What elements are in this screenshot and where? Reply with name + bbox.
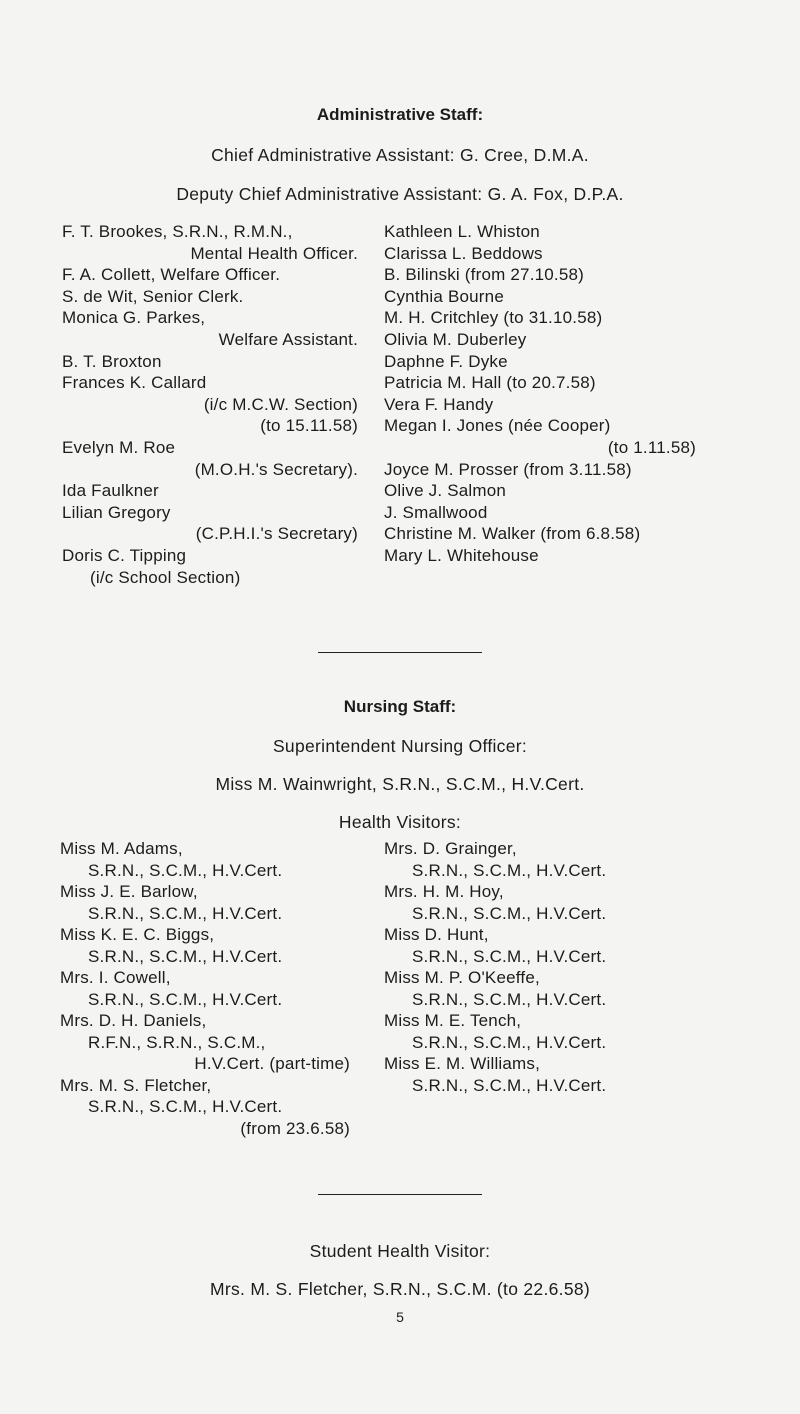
visitor-qualifications: S.R.N., S.C.M., H.V.Cert. bbox=[88, 860, 283, 880]
admin-entry: Doris C. Tipping bbox=[62, 545, 187, 565]
admin-entry-detail: Welfare Assistant. bbox=[218, 329, 358, 349]
admin-entry: Olivia M. Duberley bbox=[384, 329, 527, 349]
admin-entry: Kathleen L. Whiston bbox=[384, 222, 540, 241]
admin-entry: Lilian Gregory bbox=[62, 502, 171, 522]
visitor-qualifications: H.V.Cert. (part-time) bbox=[194, 1054, 350, 1073]
superintendent-name: Miss M. Wainwright, S.R.N., S.C.M., H.V.Cert. bbox=[215, 774, 585, 794]
admin-entry: Daphne F. Dyke bbox=[384, 351, 508, 371]
admin-entry: Ida Faulkner bbox=[62, 481, 159, 501]
admin-left-column bbox=[62, 221, 358, 588]
admin-right-column bbox=[384, 221, 696, 567]
admin-entry: B. Bilinski (from 27.10.58) bbox=[384, 265, 585, 285]
admin-heading: Administrative Staff: bbox=[316, 105, 484, 124]
admin-entry: Evelyn M. Roe bbox=[62, 437, 176, 457]
admin-entry: Megan I. Jones (née Cooper) bbox=[384, 416, 611, 436]
nursing-heading: Nursing Staff: bbox=[343, 697, 457, 716]
visitor-name: Miss D. Hunt, bbox=[384, 925, 489, 944]
admin-entry-detail: (i/c M.C.W. Section) bbox=[203, 394, 358, 414]
deputy-admin-line: Deputy Chief Administrative Assistant: G. A. Fox, D.P.A. bbox=[176, 184, 624, 204]
health-visitors-right bbox=[384, 838, 694, 1096]
admin-entry: Monica G. Parkes, bbox=[62, 308, 206, 328]
admin-entry: Mary L. Whitehouse bbox=[384, 545, 539, 565]
admin-entry: Olive J. Salmon bbox=[384, 481, 507, 501]
visitor-qualifications: S.R.N., S.C.M., H.V.Cert. bbox=[412, 1032, 607, 1052]
admin-entry-detail: (to 1.11.58) bbox=[607, 437, 696, 457]
visitor-qualifications: S.R.N., S.C.M., H.V.Cert. bbox=[412, 903, 607, 923]
section-divider bbox=[318, 652, 482, 653]
visitor-name: Miss J. E. Barlow, bbox=[60, 882, 198, 901]
section-divider bbox=[318, 1194, 482, 1195]
visitor-qualifications: S.R.N., S.C.M., H.V.Cert. bbox=[88, 989, 283, 1009]
visitor-name: Mrs. D. Grainger, bbox=[384, 839, 517, 858]
visitor-qualifications: S.R.N., S.C.M., H.V.Cert. bbox=[88, 946, 283, 966]
visitor-qualifications: R.F.N., S.R.N., S.C.M., bbox=[88, 1032, 266, 1052]
health-visitors-left bbox=[60, 838, 350, 1139]
student-name: Mrs. M. S. Fletcher, S.R.N., S.C.M. (to 22.6.58) bbox=[209, 1279, 591, 1299]
admin-entry-detail: (to 15.11.58) bbox=[260, 416, 358, 436]
health-visitors-heading: Health Visitors: bbox=[338, 812, 462, 832]
visitor-qualifications: S.R.N., S.C.M., H.V.Cert. bbox=[412, 1075, 607, 1095]
admin-entry: S. de Wit, Senior Clerk. bbox=[62, 286, 244, 306]
visitor-qualifications: S.R.N., S.C.M., H.V.Cert. bbox=[88, 903, 283, 923]
visitor-name: Miss M. E. Tench, bbox=[384, 1011, 522, 1030]
admin-entry: F. A. Collett, Welfare Officer. bbox=[62, 265, 281, 285]
superintendent-title: Superintendent Nursing Officer: bbox=[272, 736, 528, 756]
admin-entry-detail: (C.P.H.I.'s Secretary) bbox=[195, 524, 358, 544]
visitor-name: Miss M. Adams, bbox=[60, 839, 183, 858]
admin-entry: Frances K. Callard bbox=[62, 373, 207, 393]
admin-entry: B. T. Broxton bbox=[62, 351, 162, 371]
admin-entry-detail: (i/c School Section) bbox=[90, 567, 241, 587]
admin-entry-detail: Mental Health Officer. bbox=[190, 243, 358, 263]
visitor-name: Miss M. P. O'Keeffe, bbox=[384, 968, 540, 987]
admin-entry: M. H. Critchley (to 31.10.58) bbox=[384, 308, 603, 328]
visitor-name: Mrs. I. Cowell, bbox=[60, 968, 171, 987]
chief-admin-line: Chief Administrative Assistant: G. Cree, D.M.A. bbox=[211, 145, 589, 165]
visitor-name: Miss E. M. Williams, bbox=[384, 1054, 541, 1073]
visitor-name: Miss K. E. C. Biggs, bbox=[60, 925, 215, 944]
visitor-name: Mrs. D. H. Daniels, bbox=[60, 1011, 207, 1030]
admin-entry: J. Smallwood bbox=[384, 502, 488, 522]
visitor-name: Mrs. H. M. Hoy, bbox=[384, 882, 504, 901]
admin-entry: Joyce M. Prosser (from 3.11.58) bbox=[384, 459, 632, 479]
admin-entry: F. T. Brookes, S.R.N., R.M.N., bbox=[62, 222, 293, 241]
admin-entry: Christine M. Walker (from 6.8.58) bbox=[384, 524, 641, 544]
visitor-note: (from 23.6.58) bbox=[240, 1118, 350, 1138]
admin-entry: Patricia M. Hall (to 20.7.58) bbox=[384, 373, 596, 393]
admin-entry: Vera F. Handy bbox=[384, 394, 494, 414]
visitor-qualifications: S.R.N., S.C.M., H.V.Cert. bbox=[88, 1097, 283, 1116]
student-title: Student Health Visitor: bbox=[309, 1241, 491, 1261]
visitor-name: Mrs. M. S. Fletcher, bbox=[60, 1075, 212, 1095]
visitor-qualifications: S.R.N., S.C.M., H.V.Cert. bbox=[412, 860, 607, 880]
visitor-qualifications: S.R.N., S.C.M., H.V.Cert. bbox=[412, 946, 607, 966]
admin-entry-detail: (M.O.H.'s Secretary). bbox=[194, 459, 358, 479]
visitor-qualifications: S.R.N., S.C.M., H.V.Cert. bbox=[412, 989, 607, 1009]
admin-entry: Clarissa L. Beddows bbox=[384, 243, 543, 263]
page-number: 5 bbox=[396, 1309, 404, 1325]
admin-entry: Cynthia Bourne bbox=[384, 286, 504, 306]
